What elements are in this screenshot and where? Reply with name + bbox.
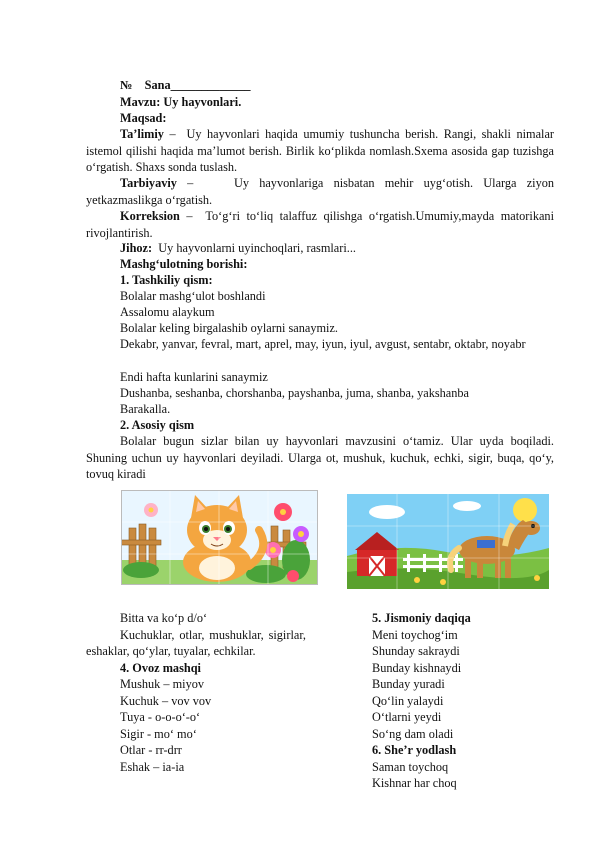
weekdays-line: Dushanba, seshanba, chorshanba, payshanba, juma, shanba, yakshanba [120, 386, 469, 400]
cat-puzzle-image [121, 490, 318, 585]
section2-paragraph: Bolalar bugun sizlar bilan uy hayvonlari mavzusini o‘tamiz. Ular uyda boqiladi. Shuning uchun uy hayvonlari deyiladi. Ularga ot, mushuk, kuchuk, echki, sigir, buqa, qo‘y, tovuq kiradi [86, 434, 554, 481]
section4-title: 4. Ovoz mashqi [120, 660, 201, 675]
plural-text: Kuchuklar, otlar, mushuklar, sigirlar, eshaklar, qo‘ylar, tuyalar, echkilar. [86, 627, 306, 658]
exercise-line: Bunday yuradi [372, 677, 445, 691]
topic-value: Uy hayvonlari. [163, 95, 242, 109]
section1-line1: Bolalar mashg‘ulot boshlandi [120, 289, 266, 303]
singular-plural-line: Bitta va ko‘p d/o‘ [120, 611, 208, 625]
goal-label: Maqsad: [120, 111, 167, 125]
exercise-line: Qo‘lin yalaydi [372, 693, 444, 708]
educational-label: Ta’limiy [120, 127, 164, 141]
correction-label: Korreksion [120, 209, 180, 223]
correction-paragraph [86, 208, 554, 241]
section1-line3: Bolalar keling birgalashib oylarni sanaymiz. [120, 321, 338, 335]
exercise-line: Meni toychog‘im [372, 627, 458, 642]
sana-blank: _____________ [170, 78, 251, 92]
sound-line: Eshak – ia-ia [120, 759, 185, 774]
section5-title: 5. Jismoniy daqiqa [372, 611, 471, 625]
exercise-line: O‘tlarni yeydi [372, 710, 442, 724]
educational-paragraph [86, 126, 554, 176]
exercise-line: Shunday sakraydi [372, 644, 460, 658]
months-paragraph: Dekabr, yanvar, fevral, mart, aprel, may, iyun, iyul, avgust, sentabr, oktabr, noyabr [120, 337, 526, 351]
section1-title: 1. Tashkiliy qism: [120, 273, 213, 287]
upbringing-text: Uy hayvonlariga nisbatan mehir uyg‘otish. Ularga ziyon yetkazmaslikga o‘rgatish. [86, 176, 555, 207]
section2-title: 2. Asosiy qism [120, 418, 195, 432]
left-column [86, 610, 306, 775]
progress-title: Mashg‘ulotning borishi: [120, 257, 248, 271]
sound-line: Tuya - o-o-o‘-o‘ [120, 710, 201, 724]
correction-dash: – [186, 209, 193, 223]
topic-line [120, 94, 520, 111]
section1-line4: Endi hafta kunlarini sanaymiz [120, 370, 268, 384]
header-line [120, 77, 420, 94]
number-sign: № [120, 78, 133, 92]
section1-line2: Assalomu alaykum [120, 305, 215, 319]
sound-line: Otlar - rr-drr [120, 743, 182, 757]
upbringing-dash: – [187, 176, 194, 190]
correction-text: To‘g‘ri to‘liq talaffuz qilishga o‘rgatish.Umumiy,mayda matorikani rivojlantirish. [86, 209, 554, 240]
upbringing-label: Tarbiyaviy [120, 176, 177, 190]
horse-farm-puzzle-image [347, 494, 549, 589]
section6-title: 6. She’r yodlash [372, 743, 457, 757]
equipment-label: Jihoz: [120, 241, 153, 255]
poem-line: Saman toychoq [372, 759, 449, 774]
exercise-line: So‘ng dam oladi [372, 726, 454, 741]
sana-label: Sana [144, 78, 171, 92]
topic-label: Mavzu: [120, 95, 161, 109]
sound-line: Mushuk – miyov [120, 677, 205, 691]
sound-line: Kuchuk – vov vov [120, 693, 212, 708]
exercise-line: Bunday kishnaydi [372, 660, 462, 675]
educational-text: Uy hayvonlari haqida umumiy tushuncha berish. Rangi, shakli nimalar istemol qilishi haqida ma’lumot berish. Birlik ko‘plikda nomlash.Sxema asosida gap tuzishga o‘rgatish. Shaxs sonda tuslash. [86, 127, 554, 174]
goal-line [120, 110, 520, 127]
equipment-line [120, 240, 550, 257]
right-column [372, 610, 552, 792]
educational-dash: – [169, 127, 176, 141]
equipment-text: Uy hayvonlarni uyinchoqlari, rasmlari... [158, 241, 356, 255]
section1-line5: Barakalla. [120, 402, 171, 416]
sound-line: Sigir - mo‘ mo‘ [120, 726, 197, 741]
poem-line: Kishnar har choq [372, 776, 457, 790]
upbringing-paragraph [86, 175, 554, 208]
